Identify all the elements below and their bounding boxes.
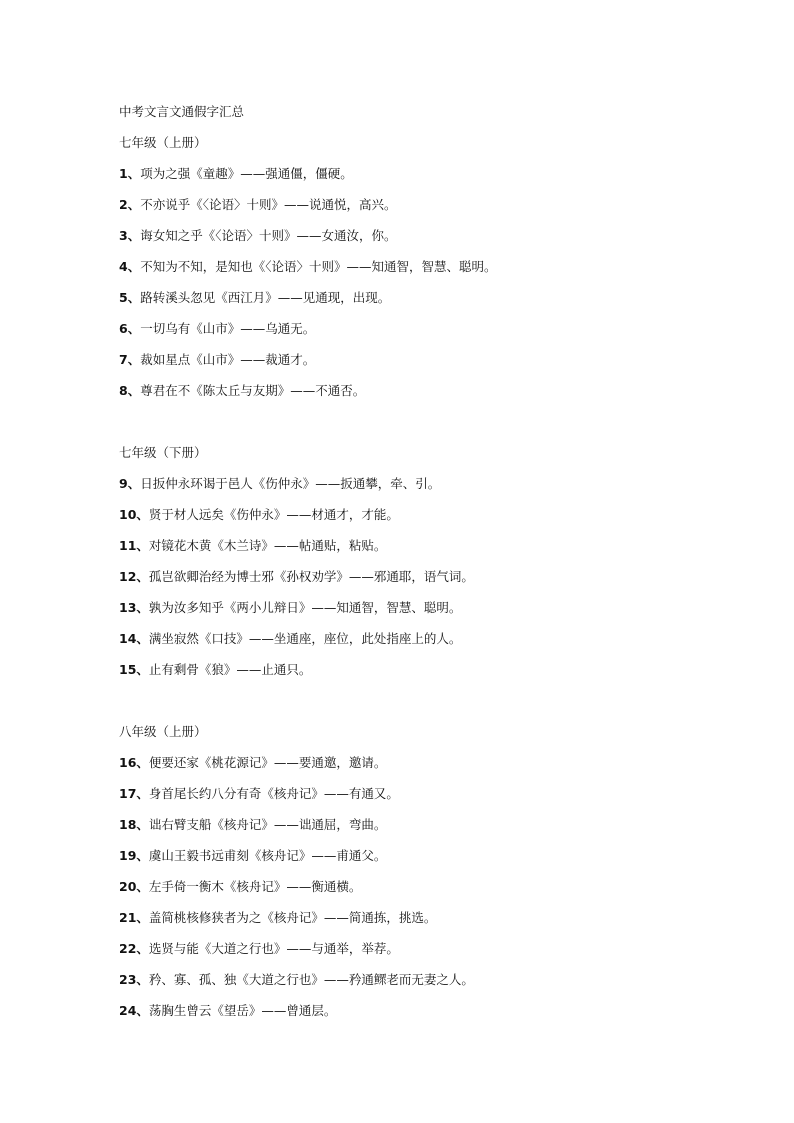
item-number: 16、 <box>119 755 149 770</box>
list-item <box>119 658 739 689</box>
item-text: 贤于材人远矣《伤仲永》——材通才，才能。 <box>148 507 399 522</box>
item-number: 24、 <box>119 1003 149 1018</box>
item-number: 4、 <box>119 259 141 274</box>
list-item <box>119 503 739 534</box>
item-text: 一切乌有《山市》——乌通无。 <box>140 321 316 336</box>
item-text: 荡胸生曾云《望岳》——曾通层。 <box>148 1003 337 1018</box>
list-item <box>119 472 739 503</box>
list-item <box>119 782 739 813</box>
item-number: 10、 <box>119 507 149 522</box>
item-text: 对镜花木黄《木兰诗》——帖通贴，粘贴。 <box>148 538 387 553</box>
section-grade8-upper <box>119 720 739 1030</box>
list-item <box>119 844 739 875</box>
list-item <box>119 379 739 410</box>
item-number: 15、 <box>119 662 149 677</box>
item-text: 便要还家《桃花源记》——要通邀，邀请。 <box>148 755 387 770</box>
item-number: 20、 <box>119 879 149 894</box>
item-number: 3、 <box>119 228 141 243</box>
item-number: 13、 <box>119 600 149 615</box>
list-item <box>119 751 739 782</box>
item-number: 17、 <box>119 786 149 801</box>
item-number: 21、 <box>119 910 149 925</box>
item-number: 9、 <box>119 476 141 491</box>
item-text: 尊君在不《陈太丘与友期》——不通否。 <box>140 383 366 398</box>
item-text: 诎右臂支船《核舟记》——诎通屈，弯曲。 <box>148 817 387 832</box>
list-item <box>119 937 739 968</box>
section-spacer <box>119 410 739 441</box>
section-heading: 七年级（上册） <box>119 135 207 150</box>
item-number: 22、 <box>119 941 149 956</box>
item-number: 18、 <box>119 817 149 832</box>
item-text: 孰为汝多知乎《两小儿辩日》——知通智，智慧、聪明。 <box>148 600 462 615</box>
list-item <box>119 906 739 937</box>
item-number: 1、 <box>119 166 141 181</box>
section-heading: 八年级（上册） <box>119 724 207 739</box>
item-number: 5、 <box>119 290 141 305</box>
item-number: 12、 <box>119 569 149 584</box>
list-item <box>119 534 739 565</box>
item-text: 孤岂欲卿治经为博士邪《孙权劝学》——邪通耶，语气词。 <box>148 569 474 584</box>
list-item <box>119 317 739 348</box>
item-text: 项为之强《童趣》——强通僵，僵硬。 <box>140 166 353 181</box>
section-spacer <box>119 689 739 720</box>
list-item <box>119 875 739 906</box>
item-text: 矜、寡、孤、独《大道之行也》——矜通鳏老而无妻之人。 <box>148 972 474 987</box>
list-item <box>119 224 739 255</box>
item-text: 路转溪头忽见《西江月》——见通现，出现。 <box>140 290 391 305</box>
document-title: 中考文言文通假字汇总 <box>119 104 245 119</box>
item-number: 14、 <box>119 631 149 646</box>
list-item <box>119 813 739 844</box>
item-text: 不亦说乎《〈论语〉十则》——说通悦，高兴。 <box>140 197 397 212</box>
item-number: 19、 <box>119 848 149 863</box>
item-number: 23、 <box>119 972 149 987</box>
item-text: 日扳仲永环谒于邑人《伤仲永》——扳通攀，牵、引。 <box>140 476 441 491</box>
list-item <box>119 999 739 1030</box>
list-item <box>119 286 739 317</box>
section-grade7-upper <box>119 131 739 410</box>
item-text: 裁如星点《山市》——裁通才。 <box>140 352 316 367</box>
item-text: 选贤与能《大道之行也》——与通举，举荐。 <box>148 941 399 956</box>
list-item <box>119 596 739 627</box>
list-item <box>119 193 739 224</box>
item-text: 左手倚一衡木《核舟记》——衡通横。 <box>148 879 362 894</box>
item-number: 7、 <box>119 352 141 367</box>
document-body <box>119 100 739 1030</box>
item-number: 11、 <box>119 538 149 553</box>
list-item <box>119 255 739 286</box>
item-text: 盖简桃核修狭者为之《核舟记》——简通拣，挑选。 <box>148 910 437 925</box>
section-heading: 七年级（下册） <box>119 445 207 460</box>
list-item <box>119 348 739 379</box>
item-text: 身首尾长约八分有奇《核舟记》——有通又。 <box>148 786 399 801</box>
item-number: 6、 <box>119 321 141 336</box>
item-text: 虞山王毅书远甫刻《核舟记》——甫通父。 <box>148 848 387 863</box>
item-text: 不知为不知，是知也《〈论语〉十则》——知通智，智慧、聪明。 <box>140 259 497 274</box>
item-text: 止有剩骨《狼》——止通只。 <box>148 662 312 677</box>
item-text: 满坐寂然《口技》——坐通座，座位，此处指座上的人。 <box>148 631 462 646</box>
section-grade7-lower <box>119 441 739 689</box>
item-number: 2、 <box>119 197 141 212</box>
list-item <box>119 968 739 999</box>
list-item <box>119 162 739 193</box>
item-number: 8、 <box>119 383 141 398</box>
list-item <box>119 565 739 596</box>
item-text: 诲女知之乎《〈论语〉十则》——女通汝，你。 <box>140 228 397 243</box>
list-item <box>119 627 739 658</box>
